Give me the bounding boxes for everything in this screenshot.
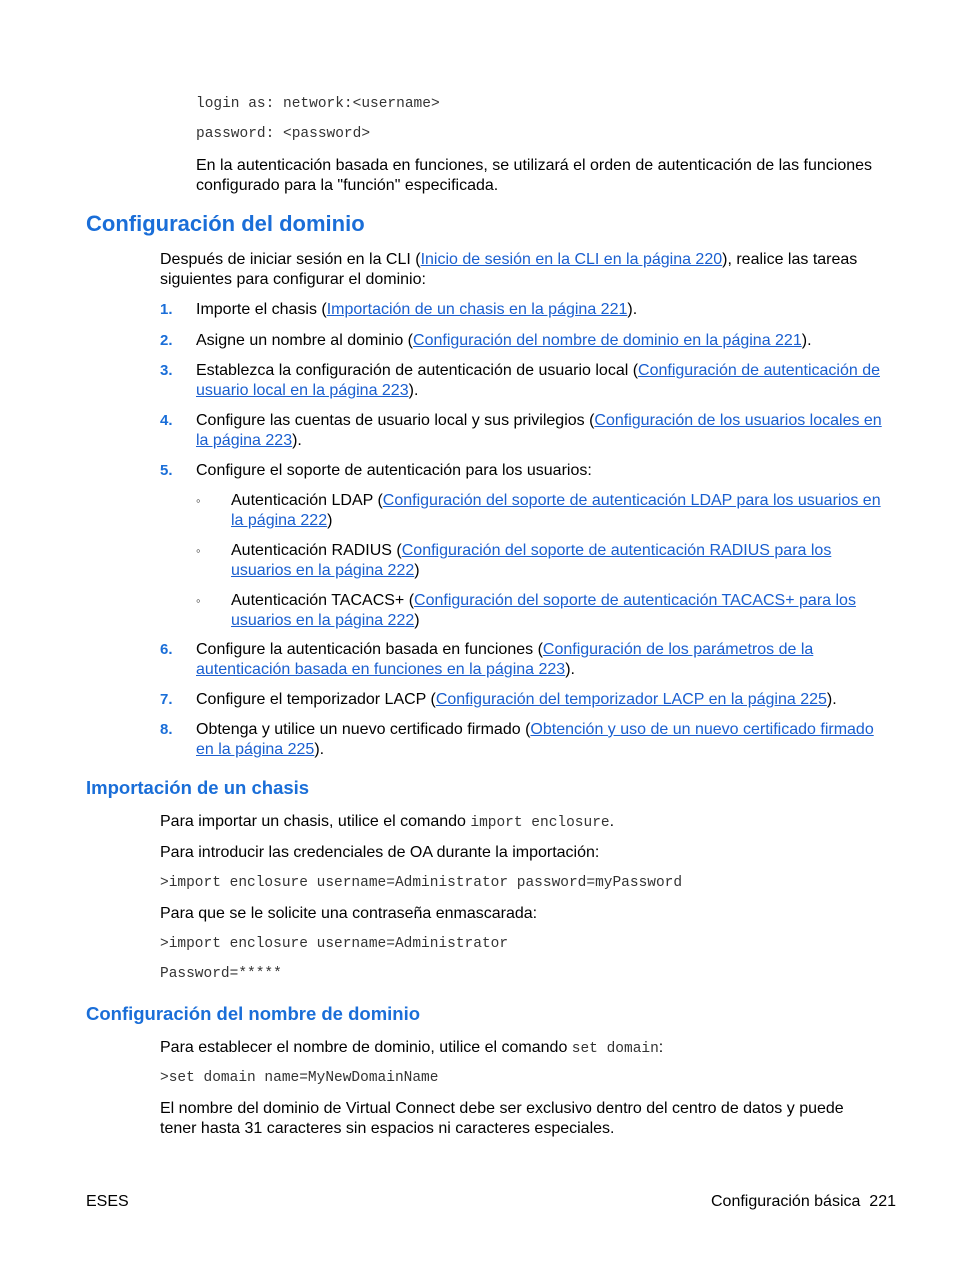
- code-password: password: <password>: [196, 126, 371, 142]
- page-number: 221: [869, 1193, 896, 1210]
- step-6: Configure la autenticación basada en funciones (Configuración de los parámetros de la autenticación basada en funciones en la página 223).: [196, 641, 814, 678]
- step-5: Configure el soporte de autenticación para los usuarios:: [196, 462, 592, 479]
- bullet-glyph: ◦: [196, 593, 201, 608]
- role-auth-note: En la autenticación basada en funciones, se utilizará el orden de autenticación de las funciones configurado para la "función" especificada.: [196, 157, 873, 194]
- footer-left: ESES: [86, 1193, 129, 1210]
- step-number: 7.: [160, 691, 173, 708]
- subitem-tacacs: Autenticación TACACS+ (Configuración del soporte de autenticación TACACS+ para los usuarios en la página 222): [231, 592, 856, 629]
- link-radius[interactable]: Configuración del soporte de autenticación RADIUS para los usuarios en la página 222: [231, 542, 832, 579]
- link-domain-name[interactable]: Configuración del nombre de dominio en la página 221: [413, 332, 802, 349]
- domain-name-para-2: El nombre del dominio de Virtual Connect debe ser exclusivo dentro del centro de datos y puede tener hasta 31 caracteres sin espacios ni caracteres especiales.: [160, 1100, 844, 1137]
- code-set-domain: >set domain name=MyNewDomainName: [160, 1070, 439, 1086]
- link-cli-login[interactable]: Inicio de sesión en la CLI en la página 220: [420, 251, 723, 268]
- subitem-ldap: Autenticación LDAP (Configuración del soporte de autenticación LDAP para los usuarios en la página 222): [231, 492, 881, 529]
- link-certificate[interactable]: Obtención y uso de un nuevo certificado firmado en la página 225: [196, 721, 874, 758]
- step-1: Importe el chasis (Importación de un chasis en la página 221).: [196, 301, 638, 318]
- section1-intro: Después de iniciar sesión en la CLI (Inicio de sesión en la CLI en la página 220), realice las tareas siguientes para configurar el dominio:: [160, 251, 858, 288]
- step-number: 4.: [160, 412, 173, 429]
- link-role-params[interactable]: Configuración de los parámetros de la autenticación basada en funciones en la página 223: [196, 641, 814, 678]
- section-title-domain-name: Configuración del nombre de dominio: [86, 1003, 421, 1024]
- footer-section-label: Configuración básica: [710, 1193, 861, 1210]
- domain-name-para-1: Para establecer el nombre de dominio, utilice el comando set domain:: [160, 1039, 664, 1057]
- subitem-radius: Autenticación RADIUS (Configuración del soporte de autenticación RADIUS para los usuarios en la página 222): [231, 542, 832, 579]
- link-lacp[interactable]: Configuración del temporizador LACP en la página 225: [435, 691, 827, 708]
- bullet-glyph: ◦: [196, 493, 201, 508]
- step-number: 1.: [160, 301, 173, 318]
- bullet-glyph: ◦: [196, 543, 201, 558]
- import-para-2: Para introducir las credenciales de OA durante la importación:: [160, 844, 600, 861]
- step-number: 3.: [160, 362, 173, 379]
- footer-right: [711, 1192, 896, 1212]
- inline-code: set domain: [571, 1041, 659, 1057]
- code-import-masked: >import enclosure username=Administrator: [160, 936, 509, 952]
- import-para-3: Para que se le solicite una contraseña enmascarada:: [160, 905, 538, 922]
- link-local-users[interactable]: Configuración de los usuarios locales en la página 223: [196, 412, 882, 449]
- link-tacacs[interactable]: Configuración del soporte de autenticación TACACS+ para los usuarios en la página 222: [231, 592, 856, 629]
- link-ldap[interactable]: Configuración del soporte de autenticación LDAP para los usuarios en la página 222: [231, 492, 881, 529]
- step-number: 5.: [160, 462, 173, 479]
- step-7: Configure el temporizador LACP (Configuración del temporizador LACP en la página 225).: [196, 691, 837, 708]
- step-number: 2.: [160, 332, 173, 349]
- step-8: Obtenga y utilice un nuevo certificado firmado (Obtención y uso de un nuevo certificado firmado en la página 225).: [196, 721, 874, 758]
- step-4: Configure las cuentas de usuario local y sus privilegios (Configuración de los usuarios locales en la página 223).: [196, 412, 882, 449]
- step-number: 8.: [160, 721, 173, 738]
- step-3: Establezca la configuración de autenticación de usuario local (Configuración de autenticación de usuario local en la página 223).: [196, 362, 880, 399]
- section-title-domain-config: Configuración del dominio: [86, 211, 365, 236]
- step-2: Asigne un nombre al dominio (Configuración del nombre de dominio en la página 221).: [196, 332, 812, 349]
- link-import-enclosure[interactable]: Importación de un chasis en la página 221: [326, 301, 628, 318]
- code-password-mask: Password=*****: [160, 966, 282, 982]
- code-import-with-password: >import enclosure username=Administrator password=myPassword: [160, 875, 683, 891]
- link-local-auth[interactable]: Configuración de autenticación de usuario local en la página 223: [196, 362, 880, 399]
- inline-code: import enclosure: [470, 815, 610, 831]
- section-title-import-enclosure: Importación de un chasis: [86, 777, 310, 798]
- code-login: login as: network:<username>: [196, 96, 440, 112]
- import-para-1: Para importar un chasis, utilice el comando import enclosure.: [160, 813, 615, 831]
- step-number: 6.: [160, 641, 173, 658]
